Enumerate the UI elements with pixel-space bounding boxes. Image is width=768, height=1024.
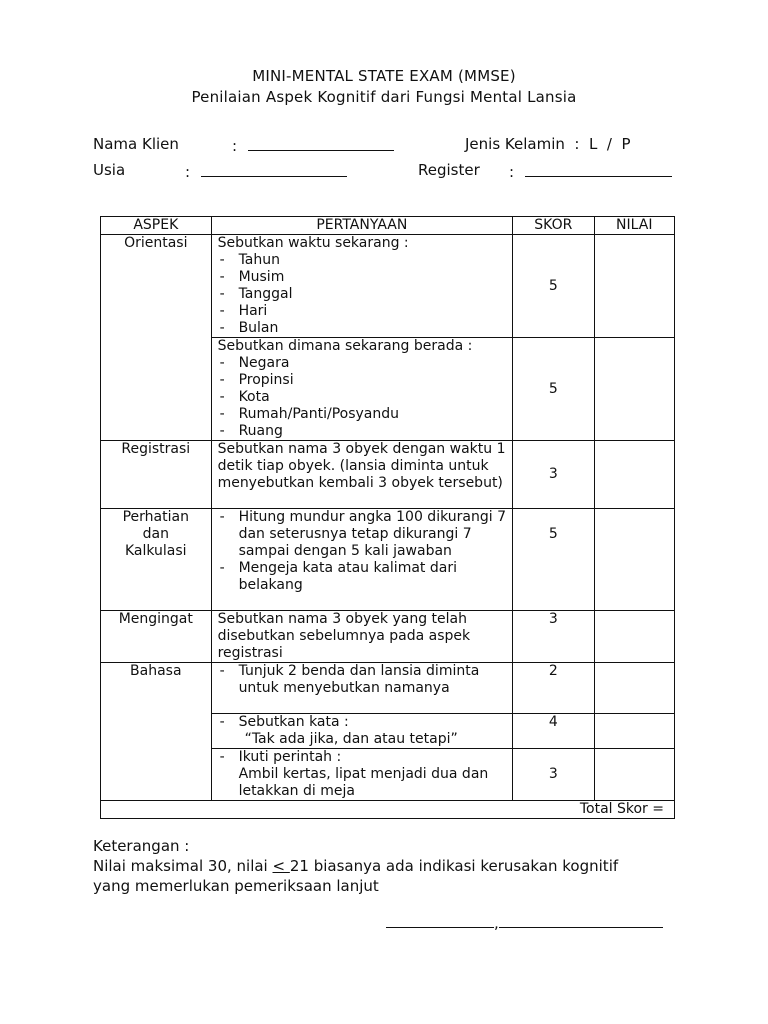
usia-label: Usia: [93, 161, 126, 179]
skor-cell: 4: [513, 714, 594, 749]
question-cell: [211, 663, 513, 714]
nilai-cell[interactable]: [594, 509, 674, 611]
usia-blank[interactable]: [201, 161, 347, 177]
skor-cell: 2: [513, 663, 594, 714]
header-aspek: ASPEK: [101, 217, 212, 235]
jenis-kelamin-field[interactable]: Jenis Kelamin : L / P: [465, 135, 631, 153]
nilai-cell[interactable]: [594, 611, 674, 663]
list-item: - Propinsi: [218, 372, 507, 389]
place-list: [218, 355, 507, 440]
register-field[interactable]: :: [509, 161, 672, 181]
question-cell: [211, 509, 513, 611]
list-item: - Hitung mundur angka 100 dikurangi 7 dan seterusnya tetap dikurangi 7 sampai dengan 5 kali jawaban: [218, 509, 507, 560]
header-nilai: NILAI: [594, 217, 674, 235]
form-title: MINI-MENTAL STATE EXAM (MMSE): [252, 67, 516, 85]
date-blank[interactable]: [499, 912, 663, 928]
list-item: - Sebutkan kata :: [218, 714, 507, 731]
notes-line-2: yang memerlukan pemeriksaan lanjut: [93, 877, 379, 895]
aspek-registrasi: Registrasi: [101, 441, 212, 509]
nilai-cell[interactable]: [594, 441, 674, 509]
command-detail: Ambil kertas, lipat menjadi dua dan letakkan di meja: [238, 766, 489, 799]
usia-field[interactable]: :: [185, 161, 347, 181]
form-subtitle: Penilaian Aspek Kognitif dari Fungsi Mental Lansia: [191, 88, 577, 106]
place-blank[interactable]: [386, 912, 494, 928]
nilai-cell[interactable]: [594, 235, 674, 338]
register-label: Register: [418, 161, 480, 179]
question-cell: Sebutkan nama 3 obyek dengan waktu 1 detik tiap obyek. (lansia diminta untuk menyebutkan kembali 3 obyek tersebut): [211, 441, 513, 509]
question-cell: [211, 749, 513, 801]
table-row: [101, 663, 675, 714]
notes-heading: Keterangan :: [93, 837, 190, 855]
less-equal-symbol: <: [272, 857, 290, 875]
nilai-cell[interactable]: [594, 714, 674, 749]
list-item: - Ruang: [218, 423, 507, 440]
header-skor: SKOR: [513, 217, 594, 235]
phrase-quote: “Tak ada jika, dan atau tetapi”: [244, 731, 458, 747]
list-item: - Rumah/Panti/Posyandu: [218, 406, 507, 423]
mmse-table: [100, 216, 675, 819]
skor-cell: 3: [513, 611, 594, 663]
nama-klien-field[interactable]: :: [232, 135, 394, 155]
list-item: - Tahun: [218, 252, 507, 269]
skor-cell: 5: [513, 509, 594, 611]
question-cell: [211, 714, 513, 749]
list-item: - Hari: [218, 303, 507, 320]
aspek-mengingat: Mengingat: [101, 611, 212, 663]
nilai-cell[interactable]: [594, 663, 674, 714]
total-skor-label: Total Skor =: [101, 801, 675, 819]
list-item: - Mengeja kata atau kalimat dari belakang: [218, 560, 507, 594]
list-item: - Ikuti perintah :: [218, 749, 507, 766]
question-cell: Sebutkan waktu sekarang : - Tahun - Musim - Tanggal - Hari - Bulan: [211, 235, 513, 338]
header-pertanyaan: PERTANYAAN: [211, 217, 513, 235]
jenis-kelamin-options[interactable]: L / P: [589, 135, 631, 153]
aspek-bahasa: Bahasa: [101, 663, 212, 801]
list-item: - Negara: [218, 355, 507, 372]
list-item: - Kota: [218, 389, 507, 406]
aspek-orientasi: Orientasi: [101, 235, 212, 441]
skor-cell: 3: [513, 441, 594, 509]
list-item: - Tanggal: [218, 286, 507, 303]
time-list: [218, 252, 507, 337]
list-item: - Bulan: [218, 320, 507, 337]
question-cell: Sebutkan dimana sekarang berada : - Negara - Propinsi - Kota - Rumah/Panti/Posyandu - Ruang: [211, 338, 513, 441]
table-row: [101, 509, 675, 611]
skor-cell: 5: [513, 235, 594, 338]
nama-klien-blank[interactable]: [248, 135, 394, 151]
skor-cell: 5: [513, 338, 594, 441]
table-row: [101, 441, 675, 509]
aspek-perhatian-kalkulasi: Perhatian dan Kalkulasi: [101, 509, 212, 611]
nilai-cell[interactable]: [594, 338, 674, 441]
notes-line-1: Nilai maksimal 30, nilai < 21 biasanya ada indikasi kerusakan kognitif: [93, 857, 619, 875]
total-row: [101, 801, 675, 819]
table-header-row: [101, 217, 675, 235]
nama-klien-label: Nama Klien: [93, 135, 179, 153]
place-date-line[interactable]: ,: [386, 912, 663, 932]
nilai-cell[interactable]: [594, 749, 674, 801]
list-item: - Musim: [218, 269, 507, 286]
table-row: [101, 235, 675, 338]
table-row: [101, 611, 675, 663]
register-blank[interactable]: [525, 161, 672, 177]
question-cell: Sebutkan nama 3 obyek yang telah disebutkan sebelumnya pada aspek registrasi: [211, 611, 513, 663]
list-item: - Tunjuk 2 benda dan lansia diminta untuk menyebutkan namanya: [218, 663, 507, 697]
skor-cell: 3: [513, 749, 594, 801]
